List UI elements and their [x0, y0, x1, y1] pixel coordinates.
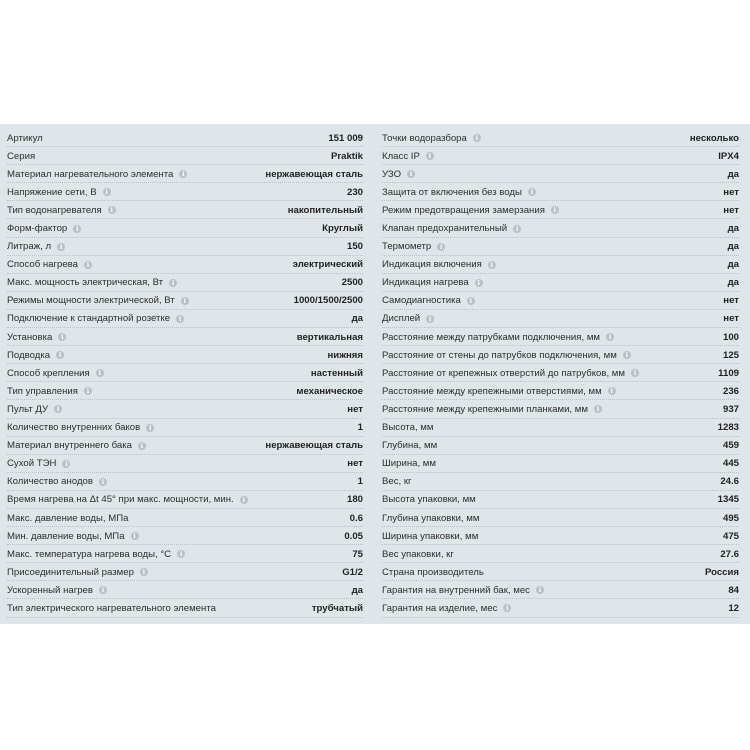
spec-value: нет [347, 458, 363, 470]
spec-label: Расстояние от крепежных отверстий до патрубков, мм [382, 367, 625, 379]
info-icon[interactable]: i [96, 369, 104, 377]
info-icon[interactable]: i [56, 351, 64, 359]
spec-value: нет [723, 313, 739, 325]
info-icon[interactable]: i [437, 243, 445, 251]
spec-value: да [727, 168, 739, 180]
info-icon[interactable]: i [426, 315, 434, 323]
spec-label: Напряжение сети, В [7, 186, 97, 198]
info-icon[interactable]: i [240, 496, 248, 504]
spec-row [7, 346, 363, 364]
spec-row [7, 599, 363, 617]
spec-label: Артикул [7, 132, 43, 144]
spec-label: Расстояние между крепежными отверстиями, мм [382, 385, 602, 397]
spec-row [7, 545, 363, 563]
info-icon[interactable]: i [623, 351, 631, 359]
spec-column-left [7, 129, 363, 618]
spec-value: трубчатый [311, 602, 363, 614]
info-icon[interactable]: i [176, 315, 184, 323]
spec-row [382, 545, 739, 563]
spec-label: Серия [7, 150, 36, 162]
spec-row [382, 328, 739, 346]
info-icon[interactable]: i [138, 442, 146, 450]
spec-value: 1283 [717, 422, 739, 434]
spec-row [7, 201, 363, 219]
spec-label: Ширина упаковки, мм [382, 530, 479, 542]
info-icon[interactable]: i [503, 604, 511, 612]
info-icon[interactable]: i [528, 188, 536, 196]
spec-row [7, 165, 363, 183]
spec-value: да [727, 259, 739, 271]
info-icon[interactable]: i [103, 188, 111, 196]
spec-value: 230 [346, 186, 363, 198]
spec-label: Тип водонагревателя [7, 204, 102, 216]
spec-label: Точки водоразбора [382, 132, 467, 144]
spec-value: накопительный [287, 204, 363, 216]
spec-label: Тип управления [7, 385, 78, 397]
spec-label: Материал внутреннего бака [7, 440, 132, 452]
spec-row [382, 400, 739, 418]
spec-column-right [382, 129, 739, 618]
spec-label: Форм-фактор [7, 223, 68, 235]
spec-value: Praktik [331, 150, 363, 162]
spec-row [382, 129, 739, 147]
spec-value: да [351, 313, 363, 325]
spec-label: Макс. мощность электрическая, Вт [7, 277, 164, 289]
spec-row [7, 437, 363, 455]
spec-label: Сухой ТЭН [7, 458, 57, 470]
info-icon[interactable]: i [475, 279, 483, 287]
spec-value: 12 [728, 602, 739, 614]
spec-row [7, 473, 363, 491]
spec-value: 0.05 [344, 530, 363, 542]
spec-label: Глубина упаковки, мм [382, 512, 480, 524]
spec-label: Термометр [382, 241, 432, 253]
info-icon[interactable]: i [606, 333, 614, 341]
spec-row [7, 400, 363, 418]
spec-row [382, 183, 739, 201]
spec-row [382, 219, 739, 237]
spec-value: 0.6 [349, 512, 363, 524]
spec-label: Клапан предохранительный [382, 223, 508, 235]
info-icon[interactable]: i [631, 369, 639, 377]
spec-row [382, 581, 739, 599]
info-icon[interactable]: i [62, 460, 70, 468]
spec-value: 180 [346, 494, 363, 506]
spec-label: Подводка [7, 349, 51, 361]
spec-label: Способ крепления [7, 367, 90, 379]
info-icon[interactable]: i [140, 568, 148, 576]
spec-row [382, 256, 739, 274]
spec-label: Количество внутренних баков [7, 422, 141, 434]
spec-row [7, 382, 363, 400]
info-icon[interactable]: i [169, 279, 177, 287]
info-icon[interactable]: i [536, 586, 544, 594]
spec-row [382, 274, 739, 292]
spec-row [7, 328, 363, 346]
spec-label: Самодиагностика [382, 295, 461, 307]
spec-value: да [727, 241, 739, 253]
info-icon[interactable]: i [551, 206, 559, 214]
spec-label: Присоединительный размер [7, 566, 134, 578]
spec-label: Высота упаковки, мм [382, 494, 476, 506]
spec-label: Гарантия на изделие, мес [382, 602, 498, 614]
spec-row [382, 437, 739, 455]
spec-label: Ускоренный нагрев [7, 584, 93, 596]
info-icon[interactable]: i [488, 261, 496, 269]
spec-row [7, 274, 363, 292]
spec-value: нет [723, 295, 739, 307]
spec-value: электрический [292, 259, 363, 271]
spec-value: 1 [357, 422, 363, 434]
spec-row [382, 599, 739, 617]
spec-value: настенный [310, 367, 363, 379]
spec-value: да [351, 584, 363, 596]
info-icon[interactable]: i [608, 387, 616, 395]
spec-row [382, 382, 739, 400]
spec-label: Режим предотвращения замерзания [382, 204, 545, 216]
spec-row [382, 473, 739, 491]
info-icon[interactable]: i [54, 405, 62, 413]
spec-value: 937 [722, 403, 739, 415]
info-icon[interactable]: i [84, 261, 92, 269]
spec-label: Мин. давление воды, МПа [7, 530, 125, 542]
spec-value: 24.6 [720, 476, 739, 488]
spec-label: Ширина, мм [382, 458, 437, 470]
spec-row [7, 563, 363, 581]
spec-value: нет [347, 403, 363, 415]
info-icon[interactable]: i [473, 134, 481, 142]
info-icon[interactable]: i [58, 333, 66, 341]
spec-value: вертикальная [296, 331, 363, 343]
info-icon[interactable]: i [84, 387, 92, 395]
spec-row [382, 563, 739, 581]
spec-value: 27.6 [720, 548, 739, 560]
spec-row [7, 129, 363, 147]
spec-value: нет [723, 204, 739, 216]
spec-row [7, 256, 363, 274]
spec-label: Страна производитель [382, 566, 484, 578]
spec-row [382, 310, 739, 328]
spec-row [7, 292, 363, 310]
info-icon[interactable]: i [181, 297, 189, 305]
spec-value: да [727, 277, 739, 289]
spec-value: 125 [722, 349, 739, 361]
spec-value: 150 [346, 241, 363, 253]
spec-value: IPX4 [718, 150, 739, 162]
spec-row [7, 147, 363, 165]
spec-label: Расстояние между патрубками подключения, мм [382, 331, 601, 343]
spec-value: 459 [722, 440, 739, 452]
spec-row [7, 455, 363, 473]
spec-row [7, 509, 363, 527]
spec-row [382, 509, 739, 527]
spec-row [382, 527, 739, 545]
spec-label: Гарантия на внутренний бак, мес [382, 584, 530, 596]
spec-value: 100 [722, 331, 739, 343]
info-icon[interactable]: i [179, 170, 187, 178]
spec-value: 236 [722, 385, 739, 397]
spec-value: 1 [357, 476, 363, 488]
spec-row [382, 419, 739, 437]
spec-label: Способ нагрева [7, 259, 78, 271]
spec-row [382, 165, 739, 183]
spec-row [7, 364, 363, 382]
spec-row [382, 238, 739, 256]
info-icon[interactable]: i [426, 152, 434, 160]
info-icon[interactable]: i [407, 170, 415, 178]
spec-row [382, 201, 739, 219]
spec-row [382, 147, 739, 165]
spec-value: нержавеющая сталь [265, 440, 363, 452]
spec-value: нет [723, 186, 739, 198]
spec-row [7, 491, 363, 509]
info-icon[interactable]: i [131, 532, 139, 540]
spec-label: Количество анодов [7, 476, 93, 488]
spec-label: УЗО [382, 168, 402, 180]
info-icon[interactable]: i [146, 424, 154, 432]
spec-row [382, 491, 739, 509]
spec-label: Тип электрического нагревательного элемента [7, 602, 216, 614]
spec-row [382, 364, 739, 382]
spec-value: 495 [722, 512, 739, 524]
spec-value: да [727, 223, 739, 235]
spec-label: Макс. температура нагрева воды, °С [7, 548, 172, 560]
spec-value: 475 [722, 530, 739, 542]
spec-value: 1345 [717, 494, 739, 506]
info-icon[interactable]: i [594, 405, 602, 413]
spec-row [382, 346, 739, 364]
spec-value: несколько [689, 132, 739, 144]
spec-row [7, 419, 363, 437]
info-icon[interactable]: i [73, 225, 81, 233]
spec-label: Время нагрева на Δt 45° при макс. мощности, мин. [7, 494, 234, 506]
spec-label: Дисплей [382, 313, 421, 325]
spec-value: 84 [728, 584, 739, 596]
spec-label: Установка [7, 331, 53, 343]
info-icon[interactable]: i [467, 297, 475, 305]
info-icon[interactable]: i [513, 225, 521, 233]
spec-label: Вес упаковки, кг [382, 548, 454, 560]
spec-value: нержавеющая сталь [265, 168, 363, 180]
spec-label: Индикация нагрева [382, 277, 469, 289]
spec-row [7, 238, 363, 256]
spec-value: 151 009 [328, 132, 363, 144]
spec-label: Класс IP [382, 150, 420, 162]
spec-value: нижняя [327, 349, 363, 361]
spec-row [382, 292, 739, 310]
spec-label: Индикация включения [382, 259, 482, 271]
spec-value: 1109 [718, 367, 739, 379]
spec-table [0, 124, 750, 624]
spec-label: Режимы мощности электрической, Вт [7, 295, 175, 307]
spec-row [7, 310, 363, 328]
spec-value: G1/2 [342, 566, 363, 578]
spec-label: Макс. давление воды, МПа [7, 512, 129, 524]
spec-value: Россия [704, 566, 739, 578]
spec-row [7, 219, 363, 237]
spec-value: Круглый [322, 223, 363, 235]
spec-label: Подключение к стандартной розетке [7, 313, 171, 325]
spec-value: 445 [722, 458, 739, 470]
info-icon[interactable]: i [99, 478, 107, 486]
spec-value: 2500 [341, 277, 363, 289]
info-icon[interactable]: i [99, 586, 107, 594]
spec-label: Материал нагревательного элемента [7, 168, 174, 180]
spec-label: Литраж, л [7, 241, 52, 253]
spec-label: Защита от включения без воды [382, 186, 522, 198]
spec-row [7, 581, 363, 599]
info-icon[interactable]: i [177, 550, 185, 558]
spec-row [382, 455, 739, 473]
info-icon[interactable]: i [108, 206, 116, 214]
spec-label: Пульт ДУ [7, 403, 49, 415]
spec-label: Вес, кг [382, 476, 412, 488]
spec-label: Высота, мм [382, 422, 434, 434]
spec-label: Расстояние от стены до патрубков подключения, мм [382, 349, 617, 361]
spec-row [7, 183, 363, 201]
spec-label: Расстояние между крепежными планками, мм [382, 403, 588, 415]
spec-value: 1000/1500/2500 [293, 295, 363, 307]
spec-value: 75 [352, 548, 363, 560]
spec-row [7, 527, 363, 545]
spec-label: Глубина, мм [382, 440, 438, 452]
spec-value: механическое [296, 385, 363, 397]
info-icon[interactable]: i [57, 243, 65, 251]
